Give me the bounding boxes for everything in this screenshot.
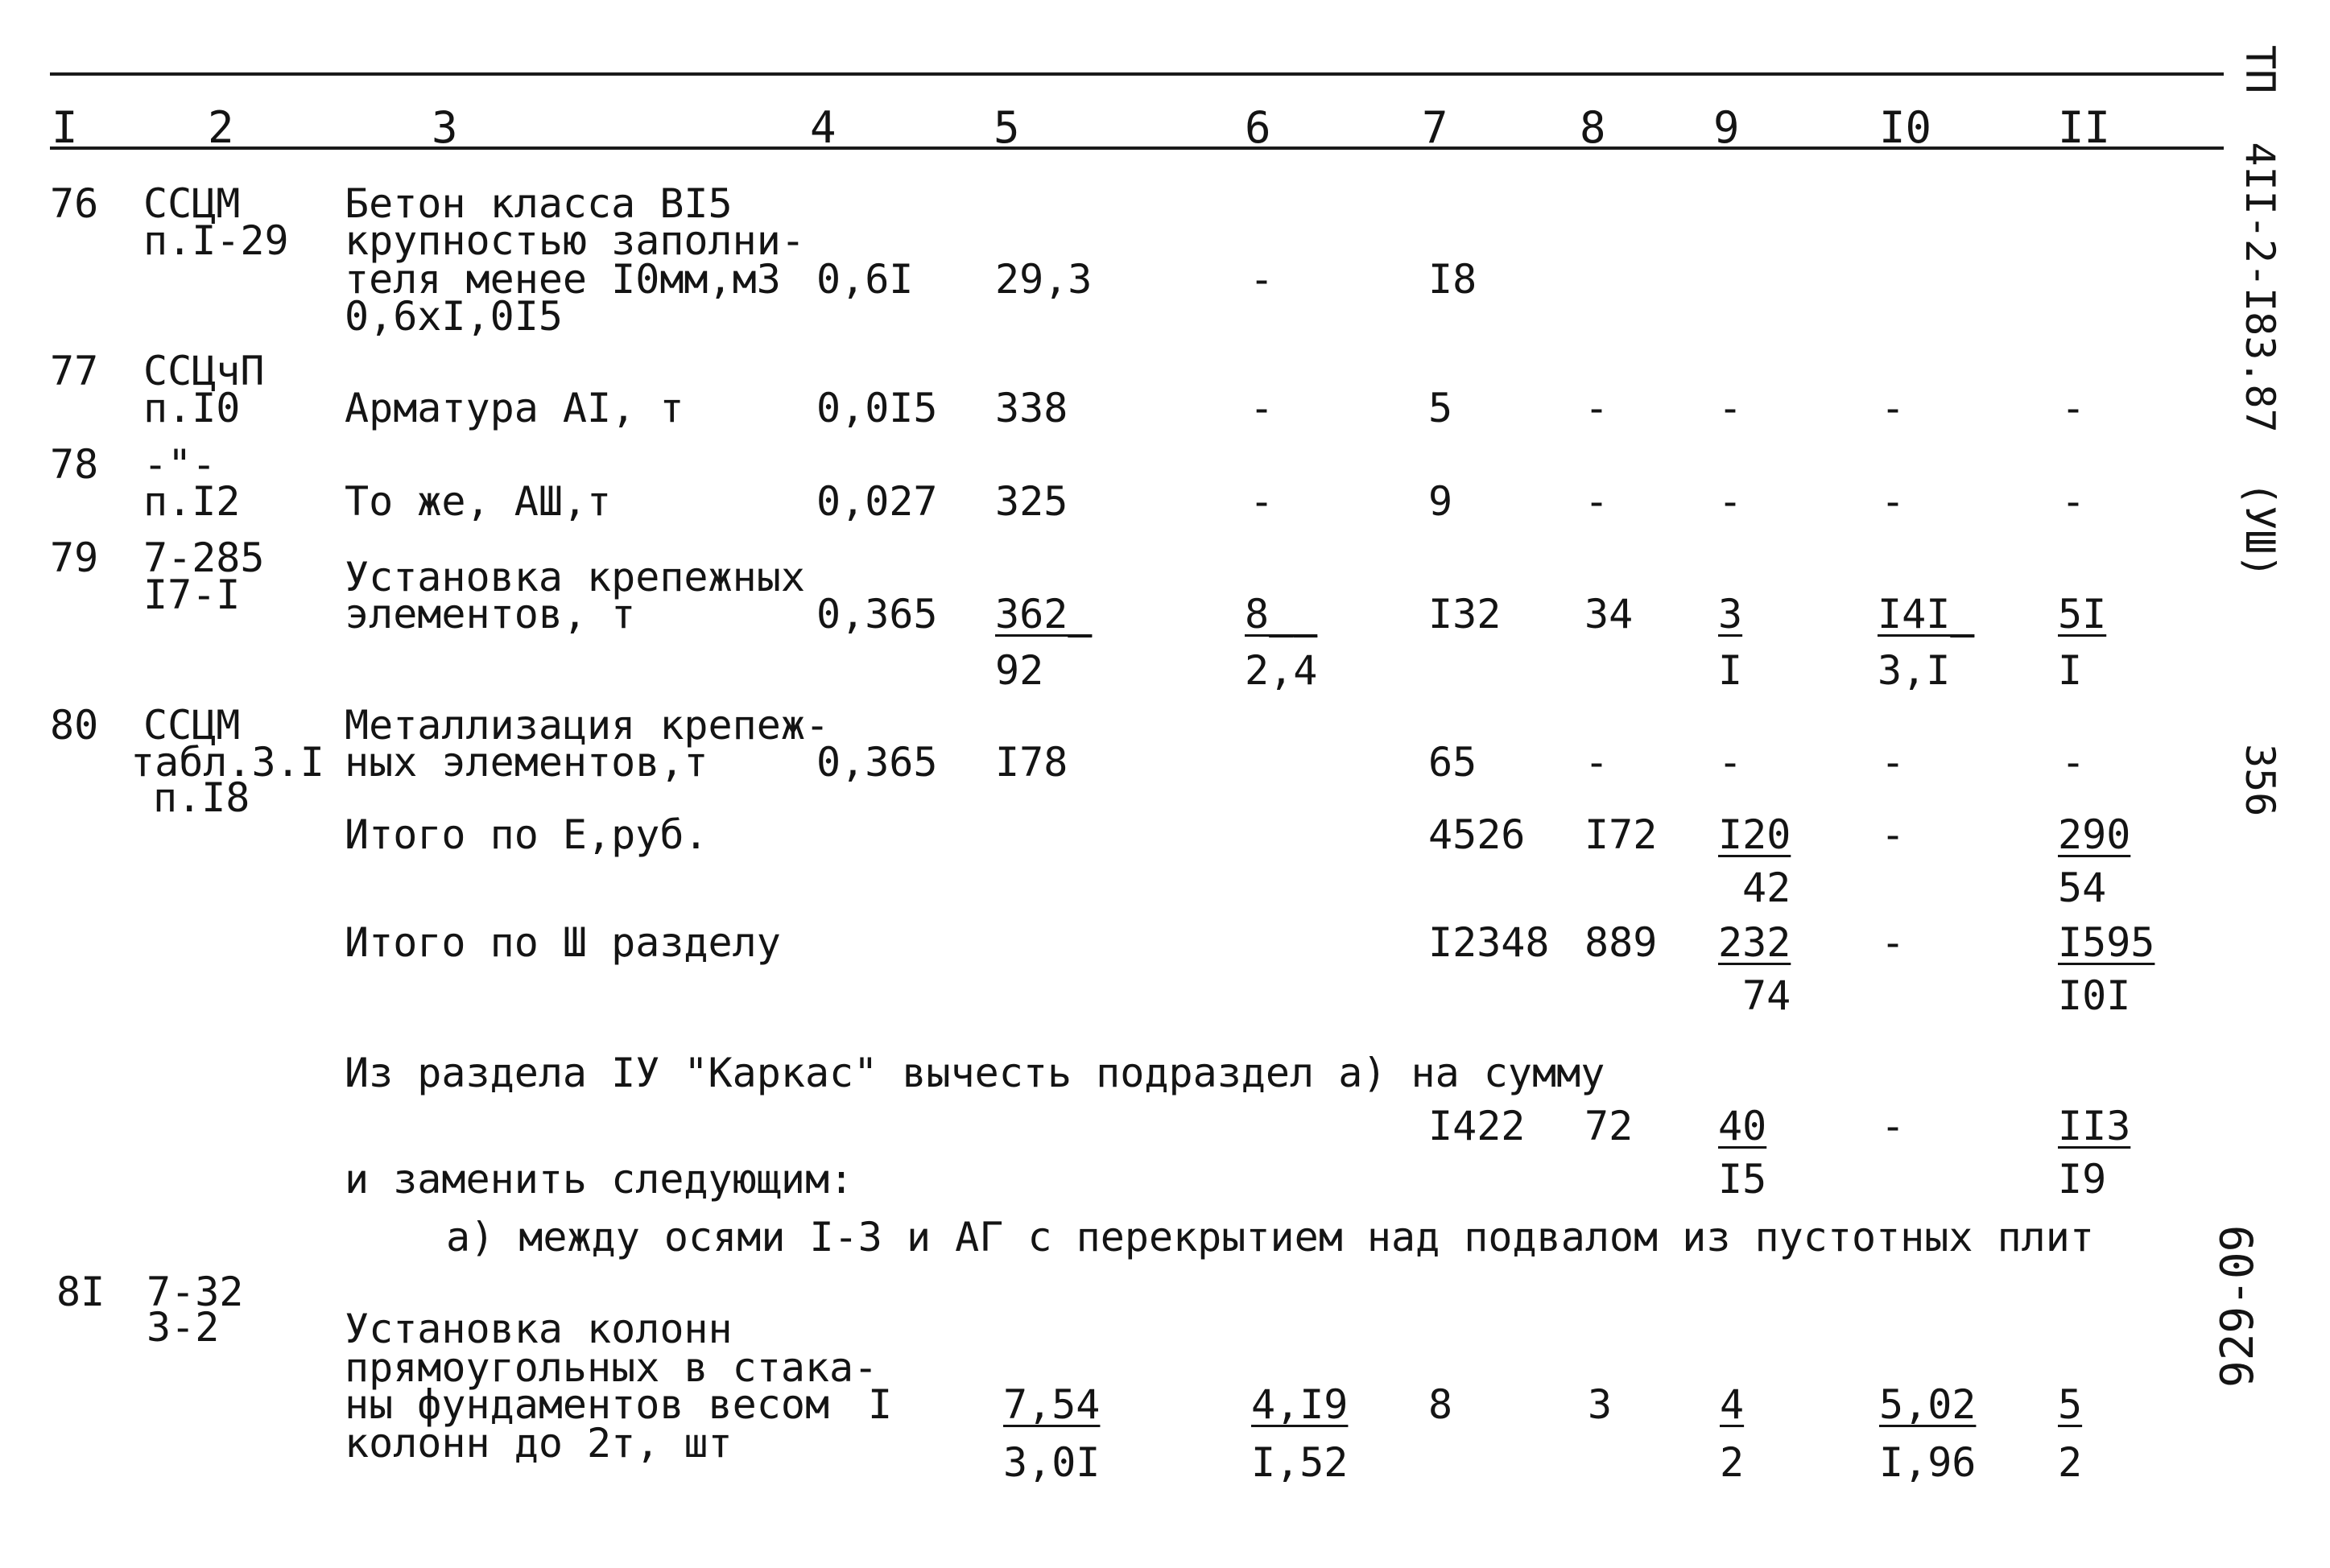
cell-col7: 65 (1428, 739, 1477, 786)
cell-col9: - (1718, 739, 1743, 786)
col-header-9: 9 (1713, 102, 1740, 153)
cell-col9-denominator: 74 (1742, 972, 1791, 1019)
row-reference: I7-I (143, 571, 241, 618)
col-header-4: 4 (810, 102, 837, 153)
row-description: элементов, т (345, 591, 636, 638)
row-reference: табл.3.I (130, 739, 324, 786)
col-header-1: I (52, 102, 78, 153)
row-quantity: I (868, 1381, 893, 1428)
cell-col8: - (1584, 478, 1609, 525)
cell-col10-numerator: 5,02 (1879, 1381, 1977, 1428)
row-quantity: 0,0I5 (816, 385, 938, 431)
cell-col5: 325 (995, 478, 1068, 525)
cell-col10-denominator: 3,I (1878, 647, 1951, 694)
subtract-text: Из раздела IУ "Каркас" вычесть подраздел а) на сумму (345, 1050, 1605, 1096)
col-header-10: I0 (1879, 102, 1932, 153)
row-number: 77 (50, 348, 99, 394)
cell-col5: I78 (995, 739, 1068, 786)
cell-col6: - (1250, 385, 1274, 431)
cell-col6: - (1250, 478, 1274, 525)
cell-col7: 8 (1428, 1381, 1453, 1428)
volume-label: (УШ) (2237, 481, 2283, 579)
row-quantity: 0,365 (816, 591, 938, 638)
cell-col11-numerator: II3 (2058, 1103, 2131, 1149)
row-reference: -"- (143, 441, 217, 488)
subsection-heading: а) между осями I-3 и АГ с перекрытием над подвалом из пустотных плит (446, 1214, 2094, 1261)
cell-col8: - (1584, 739, 1609, 786)
cell-col7: I2348 (1428, 919, 1550, 966)
top-rule (50, 72, 2224, 76)
cell-col10-numerator: I4I_ (1878, 591, 1975, 638)
cell-col10-denominator: I,96 (1879, 1439, 1977, 1486)
cell-col11-numerator: 290 (2058, 811, 2131, 858)
cell-col7: I8 (1428, 256, 1477, 303)
row-description: Установка крепежных (345, 554, 805, 600)
document-code: ТП 4II-2-I83.87 (2237, 45, 2283, 433)
total-label: Итого по Е,руб. (345, 811, 709, 858)
col-header-6: 6 (1245, 102, 1271, 153)
row-reference: п.I8 (153, 774, 250, 821)
row-description: прямоугольных в стака- (345, 1344, 878, 1391)
sheet-number: 929-09 (2212, 1224, 2264, 1388)
row-description: То же, АШ,т (345, 478, 612, 525)
cell-col11-denominator: I (2058, 647, 2083, 694)
row-description: ны фундаментов весом (345, 1381, 830, 1428)
cell-col10: - (1881, 919, 1906, 966)
row-quantity: 0,365 (816, 739, 938, 786)
row-description: Бетон класса BI5 (345, 180, 733, 227)
row-reference: ССЦчП (143, 348, 265, 394)
cell-col6: - (1250, 256, 1274, 303)
row-number: 79 (50, 534, 99, 581)
row-description: ных элементов,т (345, 739, 709, 786)
row-reference: п.I-29 (143, 217, 289, 264)
cell-col5: 338 (995, 385, 1068, 431)
cell-col9-denominator: 42 (1742, 864, 1791, 911)
col-header-8: 8 (1580, 102, 1606, 153)
cell-col11-numerator: I595 (2058, 919, 2155, 966)
cell-col11-numerator: 5 (2058, 1381, 2083, 1428)
cell-col7: 9 (1428, 478, 1453, 525)
row-reference: п.I2 (143, 478, 241, 525)
cell-col8: 72 (1584, 1103, 1634, 1149)
cell-col10: - (1881, 478, 1906, 525)
cell-col11-denominator: 54 (2058, 864, 2107, 911)
cell-col11-denominator: I9 (2058, 1156, 2107, 1203)
cell-col9-denominator: I (1718, 647, 1743, 694)
row-reference: ССЦМ (143, 180, 241, 227)
row-number: 76 (50, 180, 99, 227)
cell-col10: - (1881, 811, 1906, 858)
row-description: Металлизация крепеж- (345, 702, 830, 749)
row-description: 0,6хI,0I5 (345, 293, 563, 340)
cell-col7: 4526 (1428, 811, 1526, 858)
row-number: 8I (56, 1269, 105, 1315)
col-header-3: 3 (432, 102, 458, 153)
row-description: крупностью заполни- (345, 217, 805, 264)
cell-col5-numerator: 362_ (995, 591, 1093, 638)
page-number: 356 (2237, 744, 2283, 817)
row-reference: п.I0 (143, 385, 241, 431)
row-reference: 7-285 (143, 534, 265, 581)
cell-col11: - (2061, 478, 2086, 525)
cell-col7: I32 (1428, 591, 1502, 638)
cell-col7: I422 (1428, 1103, 1526, 1149)
cell-col10: - (1881, 739, 1906, 786)
row-description: Арматура AI, т (345, 385, 684, 431)
row-description: колонн до 2т, шт (345, 1420, 733, 1467)
cell-col6-denominator: I,52 (1251, 1439, 1349, 1486)
cell-col6-denominator: 2,4 (1245, 647, 1318, 694)
col-header-2: 2 (208, 102, 234, 153)
cell-col9-numerator: 40 (1718, 1103, 1767, 1149)
row-reference: 3-2 (147, 1304, 220, 1351)
cell-col8: 3 (1588, 1381, 1613, 1428)
cell-col6-numerator: 8__ (1245, 591, 1318, 638)
cell-col8: 889 (1584, 919, 1658, 966)
total-label: Итого по Ш разделу (345, 919, 781, 966)
cell-col9: - (1718, 385, 1743, 431)
cell-col5-denominator: 92 (995, 647, 1044, 694)
cell-col9-denominator: I5 (1718, 1156, 1767, 1203)
cell-col9-numerator: 3 (1718, 591, 1743, 638)
row-reference: ССЦМ (143, 702, 241, 749)
cell-col6-numerator: 4,I9 (1251, 1381, 1349, 1428)
cell-col9-numerator: I20 (1718, 811, 1791, 858)
cell-col8: 34 (1584, 591, 1634, 638)
row-quantity: 0,6I (816, 256, 914, 303)
row-description: Установка колонн (345, 1306, 733, 1352)
cell-col9-numerator: 232 (1718, 919, 1791, 966)
row-quantity: 0,027 (816, 478, 938, 525)
row-number: 80 (50, 702, 99, 749)
row-number: 78 (50, 441, 99, 488)
cell-col10: - (1881, 385, 1906, 431)
col-header-11: II (2058, 102, 2111, 153)
cell-col11: - (2061, 385, 2086, 431)
col-header-5: 5 (994, 102, 1020, 153)
col-header-7: 7 (1422, 102, 1448, 153)
cell-col11-denominator: 2 (2058, 1439, 2083, 1486)
cell-col8: I72 (1584, 811, 1658, 858)
cell-col9: - (1718, 478, 1743, 525)
cell-col5-denominator: 3,0I (1003, 1439, 1101, 1486)
cell-col10: - (1881, 1103, 1906, 1149)
cell-col11-numerator: 5I (2058, 591, 2107, 638)
cell-col5-numerator: 7,54 (1003, 1381, 1101, 1428)
cell-col5: 29,3 (995, 256, 1093, 303)
row-reference: 7-32 (147, 1269, 244, 1315)
cell-col11-denominator: I0I (2058, 972, 2131, 1019)
cell-col8: - (1584, 385, 1609, 431)
cell-col9-numerator: 4 (1720, 1381, 1745, 1428)
row-description: теля менее I0мм,м3 (345, 256, 781, 303)
cell-col11: - (2061, 739, 2086, 786)
cell-col9-denominator: 2 (1720, 1439, 1745, 1486)
cell-col7: 5 (1428, 385, 1453, 431)
replace-text: и заменить следующим: (345, 1156, 854, 1203)
